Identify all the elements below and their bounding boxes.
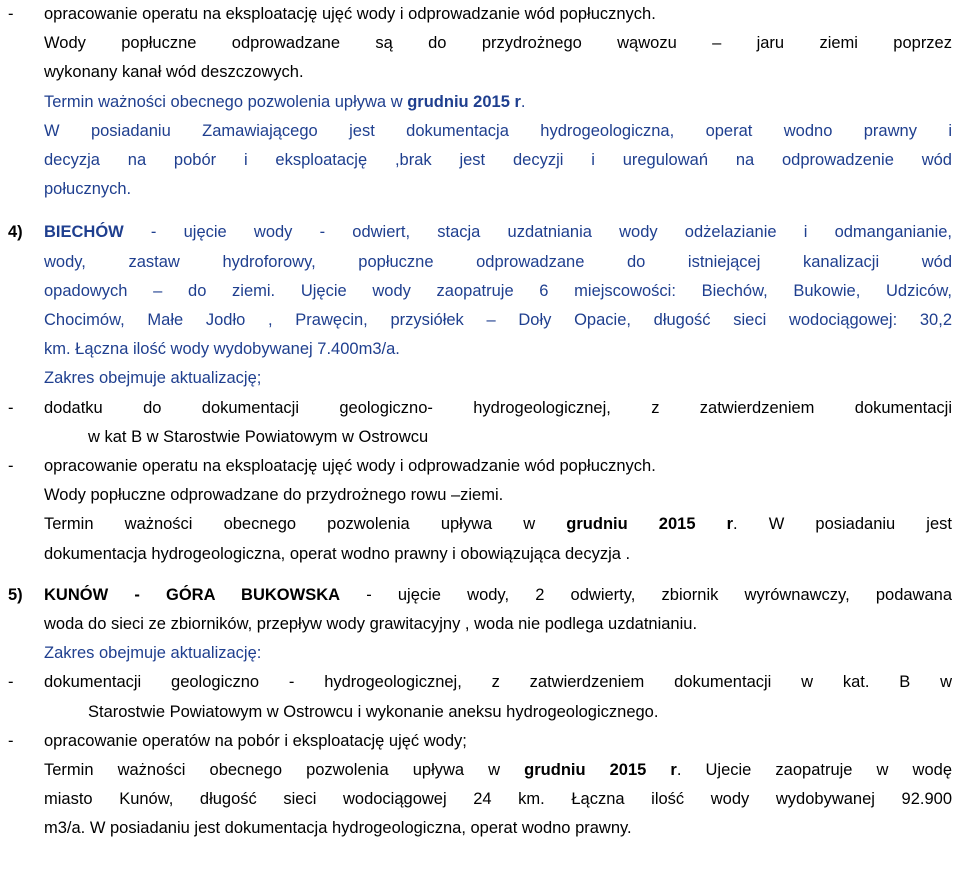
s4-bullet-2-line-1: - opracowanie operatu na eksploatację ujęć wody i odprowadzanie wód popłucznych. [8, 452, 952, 481]
s5-bullet-1-line-2: Starostwie Powiatowym w Ostrowcu i wykonanie aneksu hydrogeologicznego. [88, 702, 659, 721]
s4-line-5: km. Łączna ilość wody wydobywanej 7.400m3/a. [44, 340, 400, 359]
s4-line-4: Chocimów, Małe Jodło , Prawęcin, przysiółek – Doły Opacie, długość sieci wodociągowej: 30,2 [44, 311, 952, 330]
bullet-dash: - [8, 731, 14, 750]
s1-line-5: W posiadaniu Zamawiającego jest dokumentacja hydrogeologiczna, operat wodno prawny i [44, 121, 952, 140]
s5-line-3: Termin ważności obecnego pozwolenia upływa w grudniu 2015 r. Ujecie zaopatruje w wodę [44, 761, 952, 780]
bullet-dash: - [8, 673, 14, 692]
s5-bullet-2-line-1: - opracowanie operatów na pobór i eksploatację ujęć wody; [8, 727, 952, 756]
spacer [8, 569, 952, 581]
section-name: KUNÓW - GÓRA BUKOWSKA [44, 585, 341, 604]
bullet-dash: - [8, 457, 14, 476]
s1-line-4: Termin ważności obecnego pozwolenia upływa w grudniu 2015 r. [44, 92, 526, 111]
s5-line-2: woda do sieci ze zbiorników, przepływ wody grawitacyjny , woda nie podlega uzdatnianiu. [44, 615, 698, 634]
s4-line-7: Termin ważności obecnego pozwolenia upływa w grudniu 2015 r. W posiadaniu jest [44, 515, 952, 534]
s4-line-3: opadowych – do ziemi. Ujęcie wody zaopatruje 6 miejscowości: Biechów, Bukowie, Udziców, [44, 281, 952, 300]
s4-line-8: dokumentacja hydrogeologiczna, operat wodno prawny i obowiązująca decyzja . [44, 544, 631, 563]
spacer [8, 204, 952, 218]
s4-scope-heading: Zakres obejmuje aktualizację; [44, 369, 262, 388]
bullet-dash: - [8, 5, 14, 23]
bullet-dash: - [8, 398, 14, 417]
s5-bullet-1-line-1: - dokumentacji geologiczno - hydrogeologicznej, z zatwierdzeniem dokumentacji w kat. B w [8, 668, 952, 697]
section-number: 4) [8, 223, 23, 242]
s4-bullet-1-line-2: w kat B w Starostwie Powiatowym w Ostrowcu [88, 427, 429, 446]
s4-line-1: 4) BIECHÓW - ujęcie wody - odwiert, stacja uzdatniania wody odżelazianie i odmanganianie, [8, 218, 952, 247]
s5-line-5: m3/a. W posiadaniu jest dokumentacja hydrogeologiczna, operat wodno prawny. [44, 819, 632, 838]
s4-bullet-1-line-1: - dodatku do dokumentacji geologiczno- hydrogeologicznej, z zatwierdzeniem dokumentacji [8, 394, 952, 423]
s1-line-1: - opracowanie operatu na eksploatację ujęć wody i odprowadzanie wód popłucznych. [8, 0, 952, 29]
s5-line-4: miasto Kunów, długość sieci wodociągowej 24 km. Łączna ilość wody wydobywanej 92.900 [44, 790, 952, 809]
s5-line-1: 5) KUNÓW - GÓRA BUKOWSKA - ujęcie wody, 2 odwierty, zbiornik wyrównawczy, podawana [8, 581, 952, 610]
s1-line-6: decyzja na pobór i eksploatację ,brak jest decyzji i uregulowań na odprowadzenie wód [44, 151, 952, 170]
s5-scope-heading: Zakres obejmuje aktualizację: [44, 644, 262, 663]
s1-line-7: połucznych. [44, 180, 132, 199]
s1-line-3: wykonany kanał wód deszczowych. [44, 63, 304, 82]
s4-line-2: wody, zastaw hydroforowy, popłuczne odprowadzane do istniejącej kanalizacji wód [44, 252, 952, 271]
section-number: 5) [8, 585, 23, 604]
s1-line-2: Wody popłuczne odprowadzane są do przydrożnego wąwozu – jaru ziemi poprzez [44, 34, 952, 53]
section-name: BIECHÓW [44, 223, 124, 242]
s4-line-6: Wody popłuczne odprowadzane do przydrożnego rowu –ziemi. [44, 486, 504, 505]
